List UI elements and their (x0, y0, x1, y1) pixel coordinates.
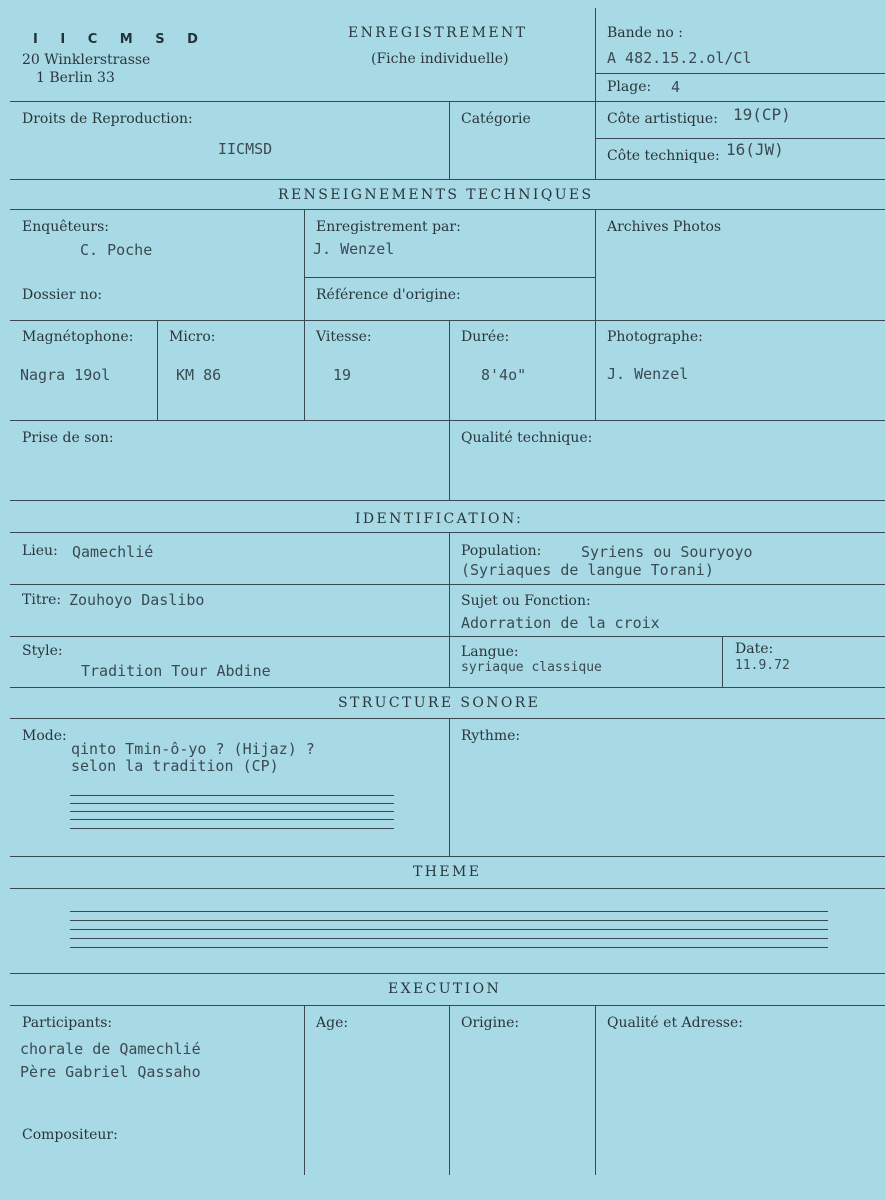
origine-label: Origine: (461, 1015, 520, 1031)
theme-rule (70, 947, 828, 948)
droits-value: IICMSD (218, 140, 273, 158)
divider (10, 718, 885, 719)
divider (595, 1005, 596, 1175)
divider (595, 8, 596, 179)
population-label: Population: (461, 543, 542, 559)
divider (595, 209, 596, 420)
vitesse-value: 19 (333, 366, 352, 384)
langue-label: Langue: (461, 644, 519, 660)
titre-value: Zouhoyo Daslibo (69, 591, 205, 609)
reference-label: Référence d'origine: (316, 287, 461, 303)
bande-value: A 482.15.2.ol/Cl (607, 49, 752, 67)
divider (10, 101, 885, 102)
compositeur-label: Compositeur: (22, 1127, 118, 1143)
divider (10, 179, 885, 180)
theme-rule (70, 920, 828, 921)
micro-label: Micro: (169, 329, 216, 345)
style-value: Tradition Tour Abdine (81, 662, 271, 680)
lieu-value: Qamechlié (72, 543, 154, 561)
cote-artistique-value: 19(CP) (733, 105, 791, 124)
divider (10, 856, 885, 857)
divider (449, 1005, 450, 1175)
sujet-label: Sujet ou Fonction: (461, 593, 591, 609)
participant-1: chorale de Qamechlié (20, 1040, 201, 1058)
card-title: ENREGISTREMENT (348, 25, 528, 41)
enqueteurs-label: Enquêteurs: (22, 219, 110, 235)
divider (722, 636, 723, 687)
org-logo: I I C M S D (33, 32, 207, 47)
section-theme-title: THEME (413, 864, 482, 880)
rythme-label: Rythme: (461, 728, 521, 744)
divider (10, 532, 885, 533)
divider (596, 73, 885, 74)
mode-rule (70, 803, 394, 804)
mode-value-2: selon la tradition (CP) (71, 757, 279, 775)
photographe-value: J. Wenzel (607, 365, 689, 383)
population-value-2: (Syriaques de langue Torani) (461, 561, 714, 579)
cote-technique-value: 16(JW) (726, 140, 784, 159)
theme-rule (70, 929, 828, 930)
divider (449, 101, 450, 179)
enregistrement-par-value: J. Wenzel (313, 240, 395, 258)
divider (304, 1005, 305, 1175)
card-subtitle: (Fiche individuelle) (371, 51, 509, 67)
magnetophone-label: Magnétophone: (22, 329, 134, 345)
divider (10, 500, 885, 501)
divider (449, 532, 450, 687)
theme-rule (70, 911, 828, 912)
micro-value: KM 86 (176, 366, 222, 384)
archives-photos-label: Archives Photos (607, 219, 722, 235)
divider (10, 687, 885, 688)
duree-label: Durée: (461, 329, 510, 345)
mode-rule (70, 819, 394, 820)
plage-value: 4 (671, 78, 681, 96)
mode-value-1: qinto Tmin-ô-yo ? (Hijaz) ? (71, 740, 315, 758)
age-label: Age: (316, 1015, 349, 1031)
titre-label: Titre: (22, 592, 62, 608)
date-value: 11.9.72 (735, 658, 790, 673)
section-identification-title: IDENTIFICATION: (355, 511, 524, 527)
divider (596, 138, 885, 139)
sujet-value: Adorration de la croix (461, 614, 660, 632)
divider (10, 1005, 885, 1006)
magnetophone-value: Nagra 19ol (20, 366, 111, 384)
divider (10, 888, 885, 889)
plage-label: Plage: (607, 79, 652, 95)
mode-rule (70, 795, 394, 796)
divider (10, 209, 885, 210)
categorie-label: Catégorie (461, 111, 531, 127)
divider (304, 277, 595, 278)
section-technique-title: RENSEIGNEMENTS TECHNIQUES (278, 187, 594, 203)
date-label: Date: (735, 641, 774, 657)
qualite-adresse-label: Qualité et Adresse: (607, 1015, 743, 1031)
divider (449, 320, 450, 500)
population-value-1: Syriens ou Souryoyo (581, 543, 753, 561)
address-line-1: 20 Winklerstrasse (22, 52, 151, 68)
divider (157, 320, 158, 420)
participant-2: Père Gabriel Qassaho (20, 1063, 201, 1081)
theme-rule (70, 938, 828, 939)
divider (10, 320, 885, 321)
droits-label: Droits de Reproduction: (22, 111, 193, 127)
lieu-label: Lieu: (22, 543, 58, 559)
qualite-technique-label: Qualité technique: (461, 430, 593, 446)
address-line-2: 1 Berlin 33 (36, 70, 115, 86)
divider (10, 420, 885, 421)
divider (10, 973, 885, 974)
langue-value: syriaque classique (461, 660, 602, 675)
style-label: Style: (22, 643, 63, 659)
mode-label: Mode: (22, 728, 67, 744)
bande-label: Bande no : (607, 25, 683, 41)
divider (10, 636, 885, 637)
duree-value: 8'4o" (481, 366, 527, 384)
dossier-label: Dossier no: (22, 287, 103, 303)
participants-label: Participants: (22, 1015, 113, 1031)
divider (10, 584, 885, 585)
cote-artistique-label: Côte artistique: (607, 111, 718, 127)
mode-rule (70, 811, 394, 812)
enqueteurs-value: C. Poche (80, 241, 153, 259)
vitesse-label: Vitesse: (316, 329, 372, 345)
cote-technique-label: Côte technique: (607, 148, 720, 164)
section-execution-title: EXECUTION (388, 981, 502, 997)
photographe-label: Photographe: (607, 329, 703, 345)
mode-rule (70, 828, 394, 829)
enregistrement-par-label: Enregistrement par: (316, 219, 461, 235)
section-structure-title: STRUCTURE SONORE (338, 695, 541, 711)
divider (449, 718, 450, 856)
prise-de-son-label: Prise de son: (22, 430, 114, 446)
divider (304, 209, 305, 420)
